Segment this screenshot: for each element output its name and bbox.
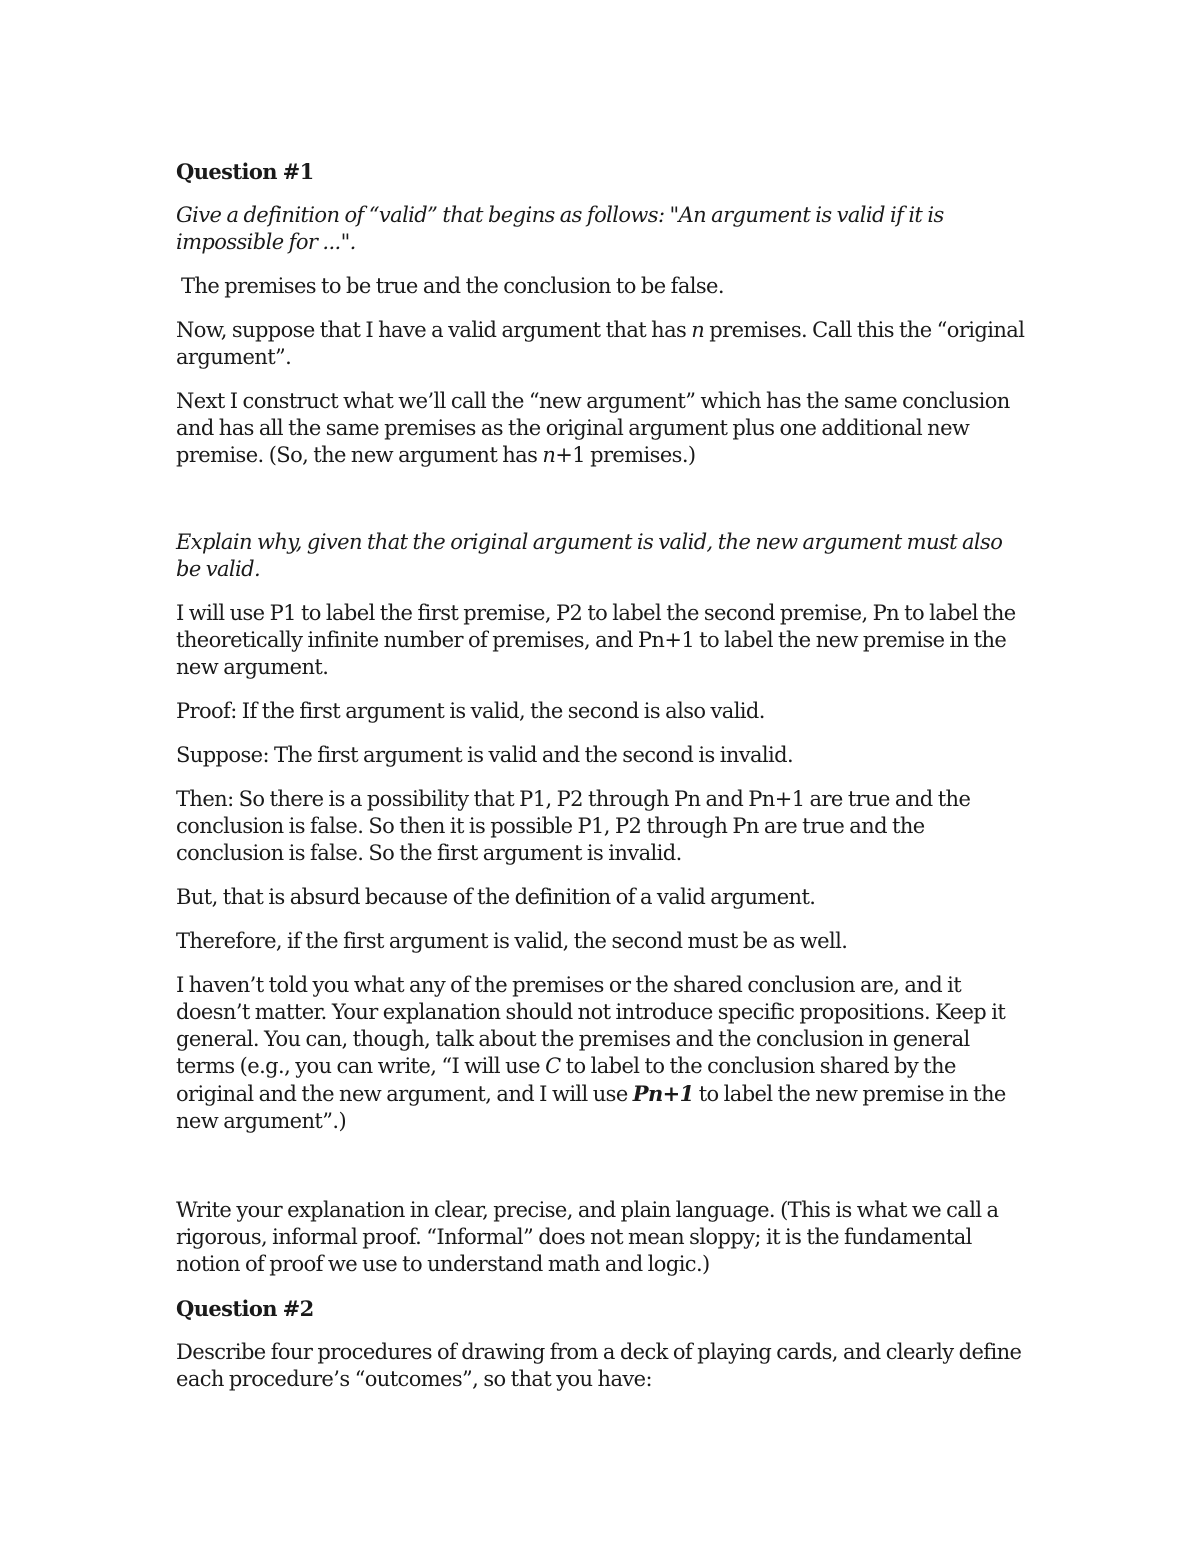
note-general [176,972,1026,1135]
setup-text: Now, suppose that I have a valid argument that has [176,318,692,342]
setup-text: premises. Call this the “original argument”. [176,318,1025,369]
answer-labels: I will use P1 to label the first premise, P2 to label the second premise, Pn to label the theoretically infinite number of premises, and Pn+1 to label the new premise in the new argument. [176,601,1016,679]
answer-but: But, that is absurd because of the definition of a valid argument. [176,885,816,909]
answer-then: Then: So there is a possibility that P1, P2 through Pn and Pn+1 are true and the conclusion is false. So then it is possible P1, P2 through Pn are true and the conclusion is false. So the first argument is invalid. [176,787,971,865]
answer-therefore: Therefore, if the first argument is valid, the second must be as well. [176,929,848,953]
question-1-prompt-explain: Explain why, given that the original argument is valid, the new argument must also be valid. [176,530,1003,581]
question-1-heading: Question #1 [176,159,314,184]
question-2-heading: Question #2 [176,1296,314,1321]
variable-n: n [542,443,556,467]
setup-original-argument [176,317,1026,371]
question-2-prompt: Describe four procedures of drawing from a deck of playing cards, and clearly define each procedure’s “outcomes”, so that you have: [176,1340,1022,1391]
answer-definition: The premises to be true and the conclusion to be false. [181,274,724,298]
instructions: Write your explanation in clear, precise, and plain language. (This is what we call a rigorous, informal proof. “Informal” does not mean sloppy; it is the fundamental notion of proof we use to understand math and logic.) [176,1198,999,1276]
note-text: I haven’t told you what any of the premises or the shared conclusion are, and it doesn’t matter. Your explanation should not introduce specific propositions. Keep it general. You can, though, talk about the premises and the conclusion in general terms (e.g., you can write, “I will use [176,973,1006,1078]
variable-n: n [691,318,705,342]
document-page [176,158,1026,1410]
variable-pn1: Pn+1 [632,1081,694,1106]
note-text: to label the new premise in the new argument”.) [176,1082,1006,1133]
setup-new-argument [176,388,1026,469]
answer-suppose: Suppose: The first argument is valid and the second is invalid. [176,743,794,767]
setup-text: +1 premises.) [555,443,696,467]
variable-c: C [545,1054,561,1078]
note-text: to label to the conclusion shared by the original and the new argument, and I will use [176,1054,956,1106]
setup-text: Next I construct what we’ll call the “new argument” which has the same conclusion and has all the same premises as the original argument plus one additional new premise. (So, the new argument has [176,389,1010,467]
question-1-prompt-definition: Give a definition of “valid” that begins as follows: "An argument is valid if it is impossible for ...". [176,203,944,254]
answer-proof: Proof: If the first argument is valid, the second is also valid. [176,699,765,723]
